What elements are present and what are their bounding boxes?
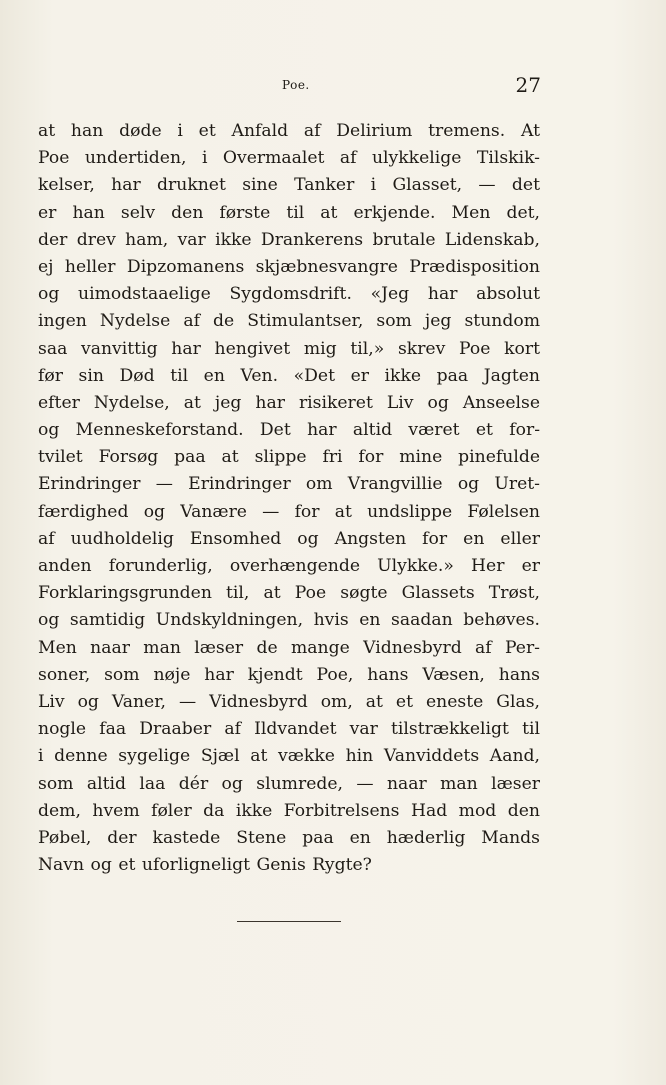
text-line: er han selv den første til at erkjende. Men det, (38, 202, 540, 223)
text-line: ingen Nydelse af de Stimulantser, som jeg stundom (38, 311, 540, 332)
text-line: og uimodstaaelige Sygdomsdrift. «Jeg har absolut (38, 284, 540, 305)
text-line: Erindringer — Erindringer om Vrangvillie og Uret- (38, 474, 540, 495)
text-line: tvilet Forsøg paa at slippe fri for mine pinefulde (38, 447, 540, 468)
page-number: 27 (515, 73, 541, 97)
text-line: at han døde i et Anfald af Delirium tremens. At (38, 121, 540, 141)
text-line: Forklaringsgrunden til, at Poe søgte Glassets Trøst, (38, 583, 540, 604)
text-line: nogle faa Draaber af Ildvandet var tilstrækkeligt til (38, 719, 540, 740)
body-paragraph (38, 118, 540, 879)
text-line: soner, som nøje har kjendt Poe, hans Væsen, hans (38, 664, 540, 685)
text-line: og samtidig Undskyldningen, hvis en saadan behøves. (38, 610, 540, 631)
text-line: saa vanvittig har hengivet mig til,» skrev Poe kort (38, 338, 540, 359)
text-line: kelser, har druknet sine Tanker i Glasset, — det (38, 175, 540, 196)
text-line: i denne sygelige Sjæl at vække hin Vanviddets Aand, (38, 746, 540, 767)
text-line: Navn og et uforligneligt Genis Rygte? (38, 855, 372, 876)
text-line: Men naar man læser de mange Vidnesbyrd af Per- (38, 637, 540, 658)
text-line: Poe undertiden, i Overmaalet af ulykkelige Tilskik- (38, 148, 540, 169)
text-line: Liv og Vaner, — Vidnesbyrd om, at et eneste Glas, (38, 691, 540, 712)
text-line: efter Nydelse, at jeg har risikeret Liv og Anseelse (38, 392, 540, 413)
running-head-title: Poe. (282, 78, 310, 92)
text-line: som altid laa dér og slumrede, — naar man læser (38, 773, 540, 794)
text-line: af uudholdelig Ensomhed og Angsten for en eller (38, 528, 540, 549)
end-rule-divider (237, 921, 341, 922)
text-line: dem, hvem føler da ikke Forbitrelsens Had mod den (38, 800, 540, 821)
text-line: færdighed og Vanære — for at undslippe Følelsen (38, 501, 540, 522)
text-line: anden forunderlig, overhængende Ulykke.» Her er (38, 556, 540, 576)
text-line: og Menneskeforstand. Det har altid været et for- (38, 420, 540, 441)
text-line: før sin Død til en Ven. «Det er ikke paa Jagten (38, 365, 540, 386)
text-line: ej heller Dipzomanens skjæbnesvangre Prædisposition (38, 256, 540, 277)
text-line: Pøbel, der kastede Stene paa en hæderlig Mands (38, 827, 540, 848)
text-line: der drev ham, var ikke Drankerens brutale Lidenskab, (38, 229, 540, 250)
